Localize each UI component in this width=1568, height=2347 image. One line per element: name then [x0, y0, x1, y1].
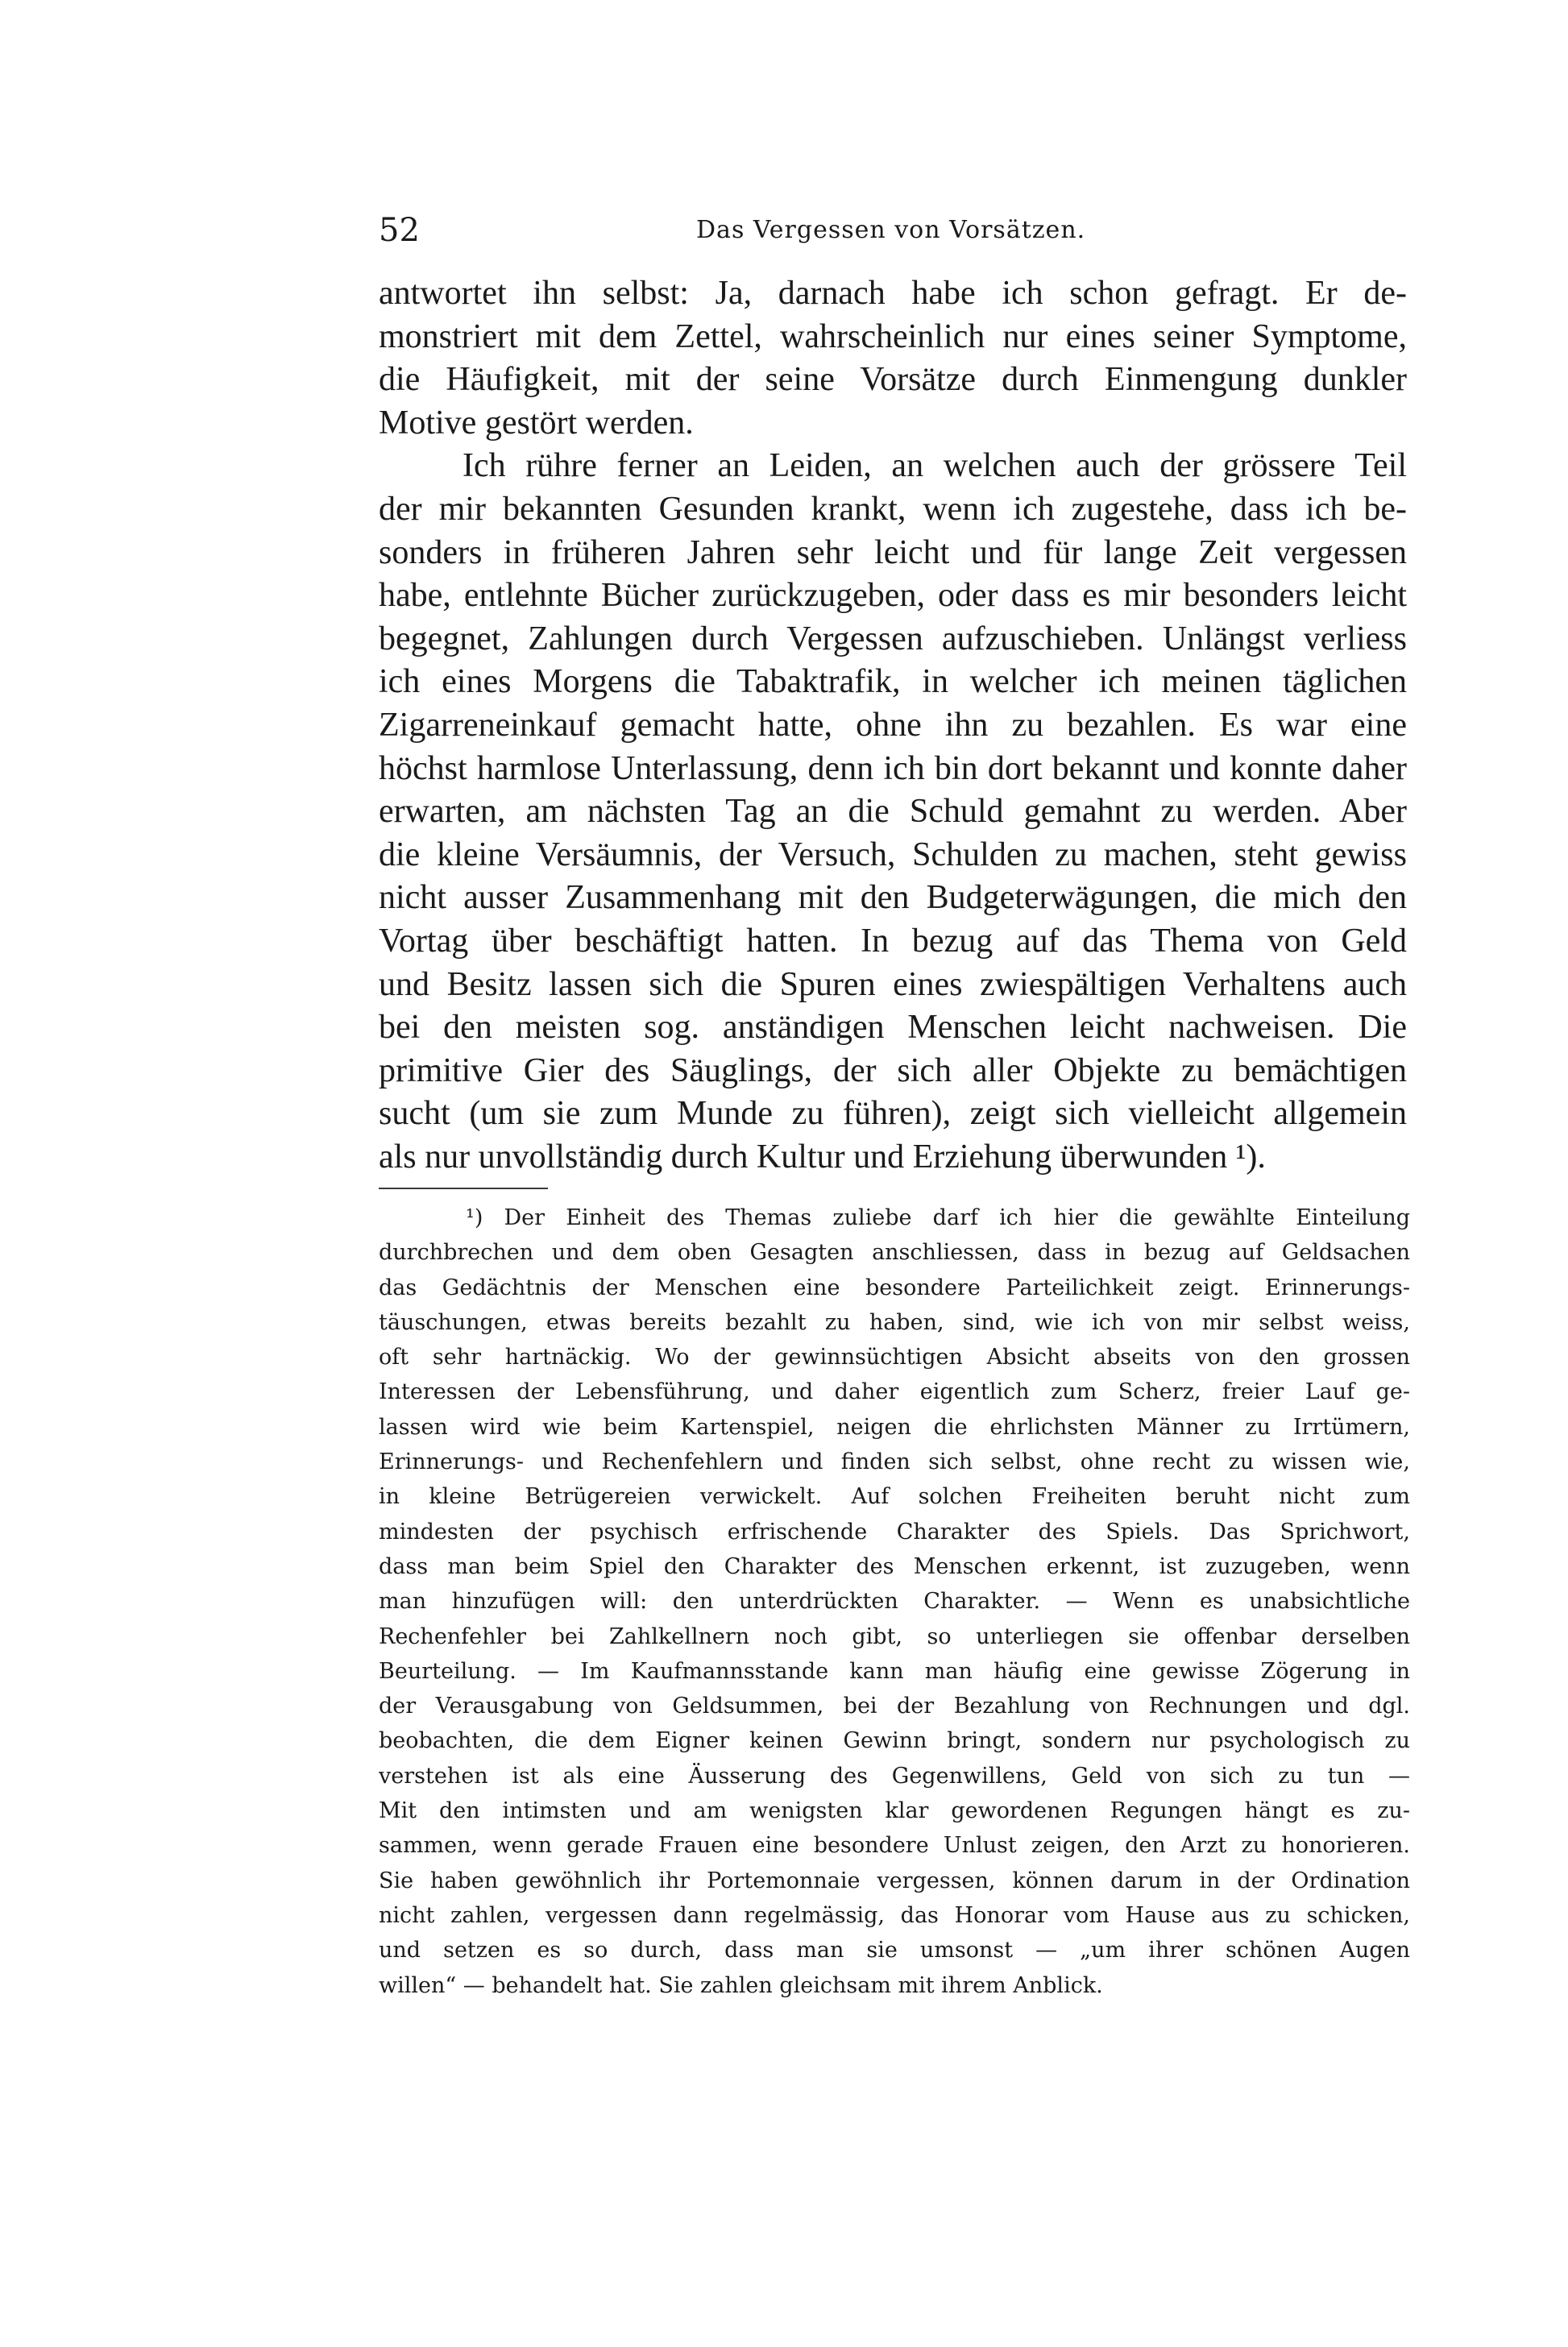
- footnote-line: in kleine Betrügereien verwickelt. Auf solchen Freiheiten beruht nicht zum: [379, 1484, 1410, 1510]
- main-text: [379, 272, 1407, 1179]
- text-line: ich eines Morgens die Tabaktrafik, in welcher ich meinen täglichen: [379, 663, 1407, 701]
- footnote-line: dass man beim Spiel den Charakter des Menschen erkennt, ist zuzugeben, wenn: [379, 1553, 1410, 1579]
- footnote: [379, 1200, 1410, 2003]
- text-line: nicht ausser Zusammenhang mit den Budgeterwägungen, die mich den: [379, 879, 1407, 917]
- footnote-line: nicht zahlen, vergessen dann regelmässig, das Honorar vom Hause aus zu schicken,: [379, 1902, 1410, 1928]
- text-line: erwarten, am nächsten Tag an die Schuld gemahnt zu werden. Aber: [379, 793, 1407, 831]
- footnote-line: und setzen es so durch, dass man sie umsonst — „um ihrer schönen Augen: [379, 1938, 1410, 1963]
- text-line: die Häufigkeit, mit der seine Vorsätze durch Einmengung dunkler: [379, 361, 1407, 399]
- text-line: die kleine Versäumnis, der Versuch, Schulden zu machen, steht gewiss: [379, 836, 1407, 873]
- footnote-line: Sie haben gewöhnlich ihr Portemonnaie vergessen, können darum in der Ordination: [379, 1868, 1410, 1893]
- text-line: primitive Gier des Säuglings, der sich aller Objekte zu bemächtigen: [379, 1051, 1407, 1089]
- footnote-line: Mit den intimsten und am wenigsten klar gewordenen Regungen hängt es zu-: [379, 1798, 1410, 1824]
- footnote-line: das Gedächtnis der Menschen eine besondere Parteilichkeit zeigt. Erinnerungs-: [379, 1275, 1410, 1300]
- footnote-line: willen“ — behandelt hat. Sie zahlen gleichsam mit ihrem Anblick.: [379, 1972, 1103, 1998]
- text-line: als nur unvollständig durch Kultur und Erziehung überwunden ¹).: [379, 1138, 1266, 1176]
- text-line: sucht (um sie zum Munde zu führen), zeigt sich vielleicht allgemein: [379, 1095, 1407, 1133]
- page-number: 52: [379, 212, 420, 249]
- text-line: höchst harmlose Unterlassung, denn ich bin dort bekannt und konnte daher: [379, 749, 1407, 787]
- text-line: und Besitz lassen sich die Spuren eines zwiespältigen Verhaltens auch: [379, 965, 1407, 1003]
- footnote-line: Rechenfehler bei Zahlkellnern noch gibt, so unterliegen sie offenbar derselben: [379, 1623, 1410, 1649]
- text-line: habe, entlehnte Bücher zurückzugeben, oder dass es mir besonders leicht: [379, 577, 1407, 615]
- footnote-line: oft sehr hartnäckig. Wo der gewinnsüchtigen Absicht abseits von den grossen: [379, 1345, 1410, 1370]
- footnote-line: lassen wird wie beim Kartenspiel, neigen die ehrlichsten Männer zu Irrtümern,: [379, 1414, 1410, 1440]
- footnote-line: man hinzufügen will: den unterdrückten Charakter. — Wenn es unabsichtliche: [379, 1589, 1410, 1615]
- running-title: Das Vergessen von Vorsätzen.: [696, 216, 1086, 244]
- text-line: Motive gestört werden.: [379, 404, 694, 442]
- footnote-divider: [379, 1188, 548, 1189]
- text-line: Vortag über beschäftigt hatten. In bezug auf das Thema von Geld: [379, 922, 1407, 960]
- footnote-line: der Verausgabung von Geldsummen, bei der Bezahlung von Rechnungen und dgl.: [379, 1694, 1410, 1719]
- footnote-line: Interessen der Lebensführung, und daher eigentlich zum Scherz, freier Lauf ge-: [379, 1379, 1410, 1405]
- text-line: Zigarreneinkauf gemacht hatte, ohne ihn zu bezahlen. Es war eine: [379, 706, 1407, 744]
- text-line: monstriert mit dem Zettel, wahrscheinlich nur eines seiner Symptome,: [379, 317, 1407, 355]
- text-line: Ich rühre ferner an Leiden, an welchen auch der grössere Teil: [463, 447, 1407, 485]
- text-line: sonders in früheren Jahren sehr leicht und für lange Zeit vergessen: [379, 533, 1407, 571]
- text-line: bei den meisten sog. anständigen Menschen leicht nachweisen. Die: [379, 1009, 1407, 1047]
- text-line: antwortet ihn selbst: Ja, darnach habe ich schon gefragt. Er de-: [379, 275, 1407, 312]
- footnote-line: beobachten, die dem Eigner keinen Gewinn bringt, sondern nur psychologisch zu: [379, 1728, 1410, 1754]
- footnote-line: Beurteilung. — Im Kaufmannsstande kann man häufig eine gewisse Zögerung in: [379, 1658, 1410, 1684]
- footnote-line: sammen, wenn gerade Frauen eine besondere Unlust zeigen, den Arzt zu honorieren.: [379, 1833, 1410, 1859]
- footnote-line: mindesten der psychisch erfrischende Charakter des Spiels. Das Sprichwort,: [379, 1519, 1410, 1545]
- text-line: begegnet, Zahlungen durch Vergessen aufzuschieben. Unlängst verliess: [379, 620, 1407, 657]
- footnote-line: ¹) Der Einheit des Themas zuliebe darf ich hier die gewählte Einteilung: [466, 1205, 1410, 1230]
- footnote-line: täuschungen, etwas bereits bezahlt zu haben, sind, wie ich von mir selbst weiss,: [379, 1309, 1410, 1335]
- footnote-line: durchbrechen und dem oben Gesagten anschliessen, dass in bezug auf Geldsachen: [379, 1240, 1410, 1266]
- footnote-line: verstehen ist als eine Äusserung des Gegenwillens, Geld von sich zu tun —: [379, 1763, 1410, 1789]
- text-line: der mir bekannten Gesunden krankt, wenn ich zugestehe, dass ich be-: [379, 490, 1407, 528]
- footnote-line: Erinnerungs- und Rechenfehlern und finden sich selbst, ohne recht zu wissen wie,: [379, 1449, 1410, 1475]
